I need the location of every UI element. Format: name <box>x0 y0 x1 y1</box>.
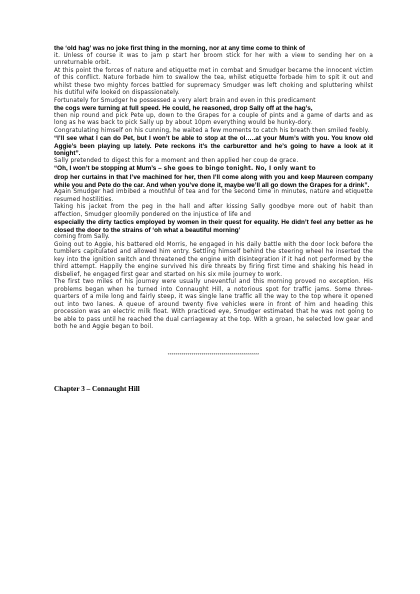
paragraph: coming from Sally. <box>54 234 110 241</box>
paragraph: At this point the forces of nature and etiquette met in combat and Smudger became the innocent victim of this conflict. Nature forbade him to swallow the tea, whilst etiquette forbade him to spit it out and whilst these two mighty forces battled for supremacy Smudger was left choking and spluttering whilst his dutiful wife looked on dispassionately. <box>54 67 373 97</box>
paragraph: Congratulating himself on his cunning, he waited a few moments to catch his breath then smiled feebly. <box>54 127 370 134</box>
paragraph <box>54 165 373 174</box>
paragraph: Going out to Aggie, his battered old Morris, he engaged in his daily battle with the door lock before the tumblers capitulated and allowed him entry. Settling himself behind the steering wheel he inserted the key into the ignition switch and threatened the engine with disintegration if it had not performed by the third attempt. Happily the engine survived his dire threats by firing first time and shaking his head in disbelief, he engaged first gear and started on his six mile journey to work. <box>54 241 373 278</box>
paragraph: Sally pretended to digest this for a moment and then applied her coup de grace. <box>54 157 299 164</box>
chapter-2-body <box>54 45 373 332</box>
paragraph: drop her curtains in that I’ve machined for her, then I’ll come along with you and keep Maureen company while you and Pete do the car. And when you’ve done it, maybe we’ll all go down the Grapes for a drink”. <box>54 173 373 189</box>
paragraph: the ‘old hag’ was no joke first thing in the morning, nor at any time come to think of <box>54 45 305 52</box>
paragraph: Again Smudger had imbibed a mouthful of tea and for the second time in minutes, nature and etiquette resumed hostilities. <box>54 189 373 203</box>
paragraph: Fortunately for Smudger he possessed a very alert brain and even in this predicament <box>54 97 316 104</box>
paragraph: it. Unless of course it was to jam p start her broom stick for her with a view to sending her on a unreturnable orbit. <box>54 52 373 67</box>
paragraph: “I’ll see what I can do Pet, but I won’t be able to stop at the ol…..at your Mum’s with you. You know old Aggie’s been playing up lately. Pete reckons it’s the carburettor and he’s going to have a look at it tonight”. <box>54 135 373 158</box>
chapter-heading: Chapter 3 – Connaught Hill <box>54 384 140 393</box>
paragraph: The first two miles of his journey were usually uneventful and this morning proved no exception. His problems began when he turned into Connaught Hill, a notorious spot for traffic jams. Some three-quarters of a mile long and fairly steep, it was single lane traffic all the way to the top where it opened out into two lanes. A queue of around twenty five vehicles were in front of him and heading this procession was an electric milk float. With practiced eye, Smudger estimated that he was not going to be able to pass until he reached the dual carriageway at the top. With a groan, he selected low gear and both he and Aggie began to boil. <box>54 279 373 331</box>
quote-start: “Oh, I won’t be stopping at Mum’s – <box>54 165 162 173</box>
section-separator: ********************************************** <box>167 351 260 357</box>
paragraph: especially the dirty tactics employed by women in their quest for equality. He didn’t feel any better as he closed the door to the strains of ‘oh what a beautiful morning’ <box>54 219 373 234</box>
paragraph: the cogs were turning at full speed. He could, he reasoned, drop Sally off at the hag’s, <box>54 105 313 113</box>
paragraph: then nip round and pick Pete up, down to the Grapes for a couple of pints and a game of darts and as long as he was back to pick Sally up by about 10pm everything would be hunky-dory. <box>54 112 373 127</box>
quote-inline: she goes to bingo tonight. No, I only want to <box>161 166 316 173</box>
paragraph: Taking his jacket from the peg in the hall and after kissing Sally goodbye more out of habit than affection, Smudger gloomily pondered on the injustice of life and <box>54 204 373 218</box>
